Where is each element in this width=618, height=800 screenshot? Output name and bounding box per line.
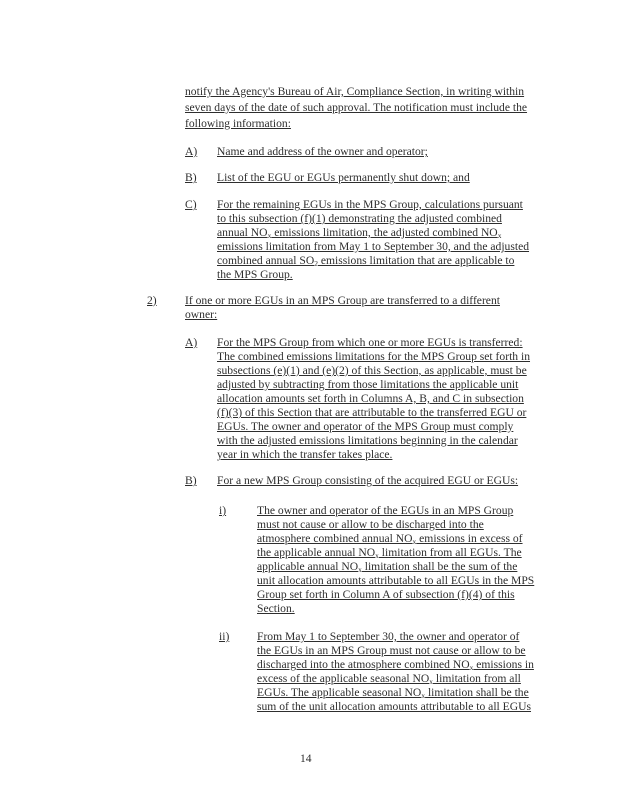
item-i-line: Section. xyxy=(257,602,295,615)
item-c-line: For the remaining EGUs in the MPS Group, calculations pursuant xyxy=(217,198,523,211)
item-i-line: the applicable annual $NO_x$ limitation from all EGUs. The xyxy=(257,546,522,560)
item-2a-line: For the MPS Group from which one or more EGUs is transferred: xyxy=(217,336,523,349)
item-i-marker: i) xyxy=(219,504,227,517)
item-ii-line: sum of the unit allocation amounts attributable to all EGUs xyxy=(257,700,532,713)
item-2-line: If one or more EGUs in an MPS Group are transferred to a different xyxy=(185,294,500,307)
item-c-marker: C) xyxy=(185,198,197,211)
item-2a-line: (f)(3) of this Section that are attributable to the transferred EGU or xyxy=(217,406,527,419)
page-number: 14 xyxy=(300,752,312,765)
item-ii-line: excess of the applicable seasonal $NO_x$ limitation from all xyxy=(257,672,521,686)
item-2-marker: 2) xyxy=(147,294,157,307)
item-2a-line: EGUs. The owner and operator of the MPS Group must comply xyxy=(217,420,514,433)
item-i-line: applicable annual $NO_x$ limitation shall be the sum of the xyxy=(257,560,518,574)
intro-line: seven days of the date of such approval. The notification must include the xyxy=(185,101,528,114)
item-ii-line: From May 1 to September 30, the owner and operator of xyxy=(257,630,520,643)
item-c-line: combined annual $SO_2$ emissions limitation that are applicable to xyxy=(217,254,515,268)
item-2a-line: subsections (e)(1) and (e)(2) of this Section, as applicable, must be xyxy=(217,364,527,377)
item-ii-marker: ii) xyxy=(219,630,230,643)
item-i-line: atmosphere combined annual $NO_x$ emissions in excess of xyxy=(257,532,523,546)
item-2-line: owner: xyxy=(185,308,218,321)
item-c-line: to this subsection (f)(1) demonstrating the adjusted combined xyxy=(217,212,502,225)
item-ii-line: discharged into the atmosphere combined $NO_x$ emissions in xyxy=(257,658,534,672)
item-b-marker: B) xyxy=(185,171,197,184)
intro-line: following information: xyxy=(185,117,291,130)
item-ii-line: EGUs. The applicable seasonal $NO_x$ limitation shall be the xyxy=(257,686,529,700)
item-i-line: Group set forth in Column A of subsection (f)(4) of this xyxy=(257,588,515,601)
item-i-line: unit allocation amounts attributable to all EGUs in the MPS xyxy=(257,574,535,587)
item-a-text: Name and address of the owner and operator; xyxy=(217,145,428,158)
item-i-line: must not cause or allow to be discharged into the xyxy=(257,518,484,531)
item-2a-line: allocation amounts set forth in Columns A, B, and C in subsection xyxy=(217,392,524,405)
item-ii-line: the EGUs in an MPS Group must not cause or allow to be xyxy=(257,644,526,657)
item-i-line: The owner and operator of the EGUs in an MPS Group xyxy=(257,504,514,517)
item-b-text: List of the EGU or EGUs permanently shut down; and xyxy=(217,171,470,184)
item-c-line: emissions limitation from May 1 to September 30, and the adjusted xyxy=(217,240,530,253)
item-c-line: the MPS Group. xyxy=(217,268,293,281)
item-2b-marker: B) xyxy=(185,474,197,487)
item-2b-text: For a new MPS Group consisting of the acquired EGU or EGUs: xyxy=(217,474,519,487)
item-2a-marker: A) xyxy=(185,336,198,349)
item-2a-line: adjusted by subtracting from those limitations the applicable unit xyxy=(217,378,519,391)
item-c-line: annual $NO_x$ emissions limitation, the adjusted combined $NO_x$ xyxy=(217,226,502,240)
item-2a-line: with the adjusted emissions limitations beginning in the calendar xyxy=(217,434,518,447)
intro-line: notify the Agency's Bureau of Air, Compliance Section, in writing within xyxy=(185,85,525,98)
item-2a-line: The combined emissions limitations for the MPS Group set forth in xyxy=(217,350,531,363)
item-2a-line: year in which the transfer takes place. xyxy=(217,448,393,461)
item-a-marker: A) xyxy=(185,145,198,158)
